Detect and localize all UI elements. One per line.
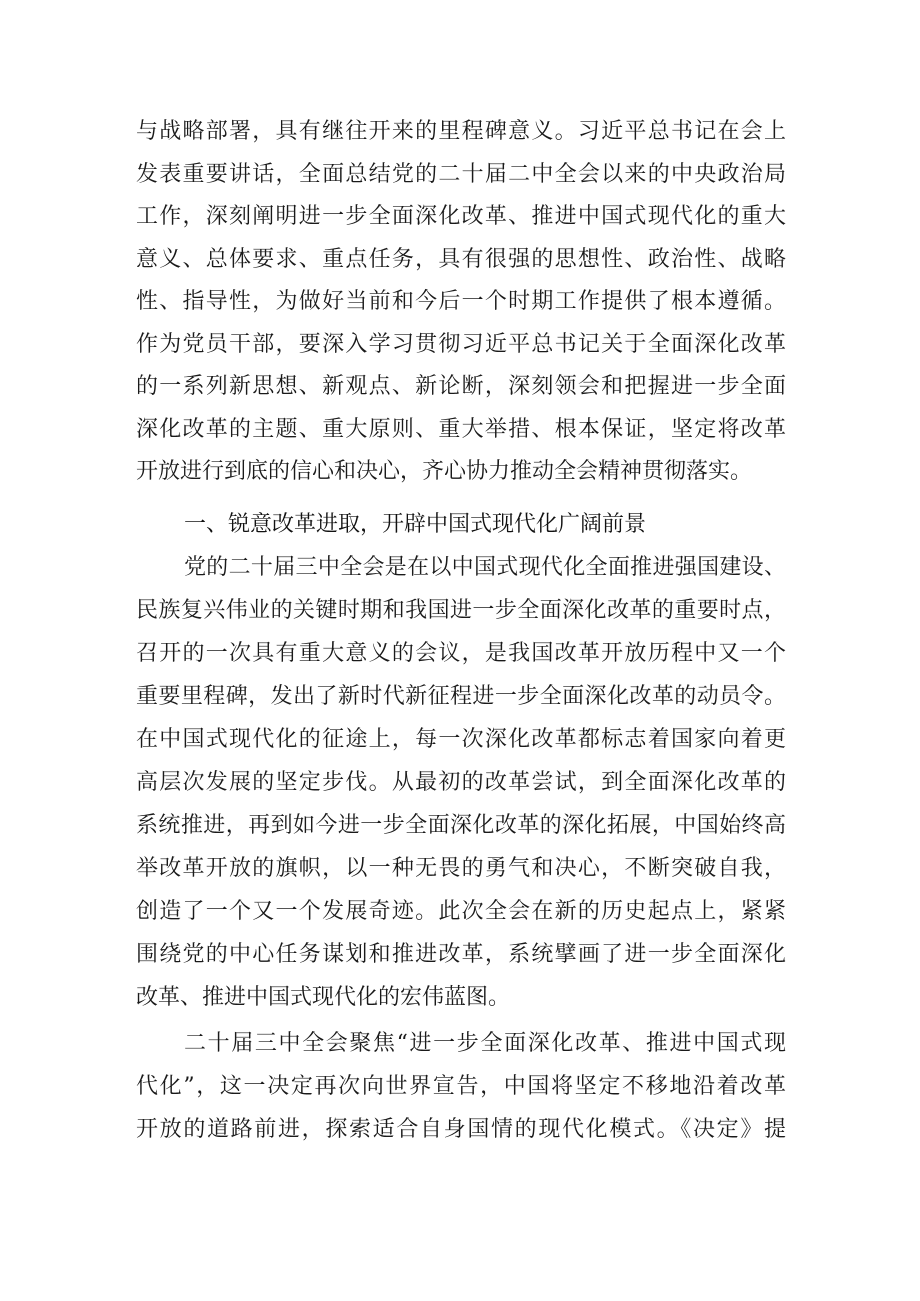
paragraph-2-line-5: 在中国式现代化的征途上，每一次深化改革都标志着国家向着更 [136,727,786,752]
paragraph-1-line-6: 作为党员干部，要深入学习贯彻习近平总书记关于全面深化改革 [136,332,786,357]
paragraph-2-line-10: 围绕党的中心任务谋划和推进改革，系统擘画了进一步全面深化 [136,942,786,967]
paragraph-3-line-3: 开放的道路前进，探索适合自身国情的现代化模式。《决定》提 [136,1117,786,1142]
paragraph-1-line-3: 工作，深刻阐明进一步全面深化改革、推进中国式现代化的重大 [136,204,786,229]
paragraph-2-line-1: 党的二十届三中全会是在以中国式现代化全面推进强国建设、 [184,555,786,580]
paragraph-1-line-1: 与战略部署，具有继往开来的里程碑意义。习近平总书记在会上 [136,119,786,144]
paragraph-1-line-9: 开放进行到底的信心和决心，齐心协力推动全会精神贯彻落实。 [136,459,753,484]
paragraph-2-line-4: 重要里程碑，发出了新时代新征程进一步全面深化改革的动员令。 [136,684,786,709]
paragraph-1-line-5: 性、指导性，为做好当前和今后一个时期工作提供了根本遵循。 [136,289,786,314]
paragraph-3-line-1: 二十届三中全会聚焦“进一步全面深化改革、推进中国式现 [184,1031,786,1056]
paragraph-2-line-3: 召开的一次具有重大意义的会议，是我国改革开放历程中又一个 [136,641,786,666]
paragraph-2-line-2: 民族复兴伟业的关键时期和我国进一步全面深化改革的重要时点， [136,598,786,623]
paragraph-2-line-9: 创造了一个又一个发展奇迹。此次全会在新的历史起点上，紧紧 [136,899,786,924]
paragraph-2-line-8: 举改革开放的旗帜，以一种无畏的勇气和决心，不断突破自我， [136,856,786,881]
paragraph-2-line-7: 系统推进，再到如今进一步全面深化改革的深化拓展，中国始终高 [136,813,786,838]
paragraph-1-line-7: 的一系列新思想、新观点、新论断，深刻领会和把握进一步全面 [136,374,786,399]
paragraph-1-line-4: 意义、总体要求、重点任务，具有很强的思想性、政治性、战略 [136,247,786,272]
section-heading: 一、锐意改革进取，开辟中国式现代化广阔前景 [184,512,647,537]
paragraph-2-line-6: 高层次发展的坚定步伐。从最初的改革尝试，到全面深化改革的 [136,770,786,795]
paragraph-3-line-2: 代化”，这一决定再次向世界宣告，中国将坚定不移地沿着改革 [136,1074,786,1099]
paragraph-1-line-8: 深化改革的主题、重大原则、重大举措、根本保证，坚定将改革 [136,417,786,442]
paragraph-1-line-2: 发表重要讲话，全面总结党的二十届二中全会以来的中央政治局 [136,162,786,187]
paragraph-2-line-11: 改革、推进中国式现代化的宏伟蓝图。 [136,985,511,1010]
